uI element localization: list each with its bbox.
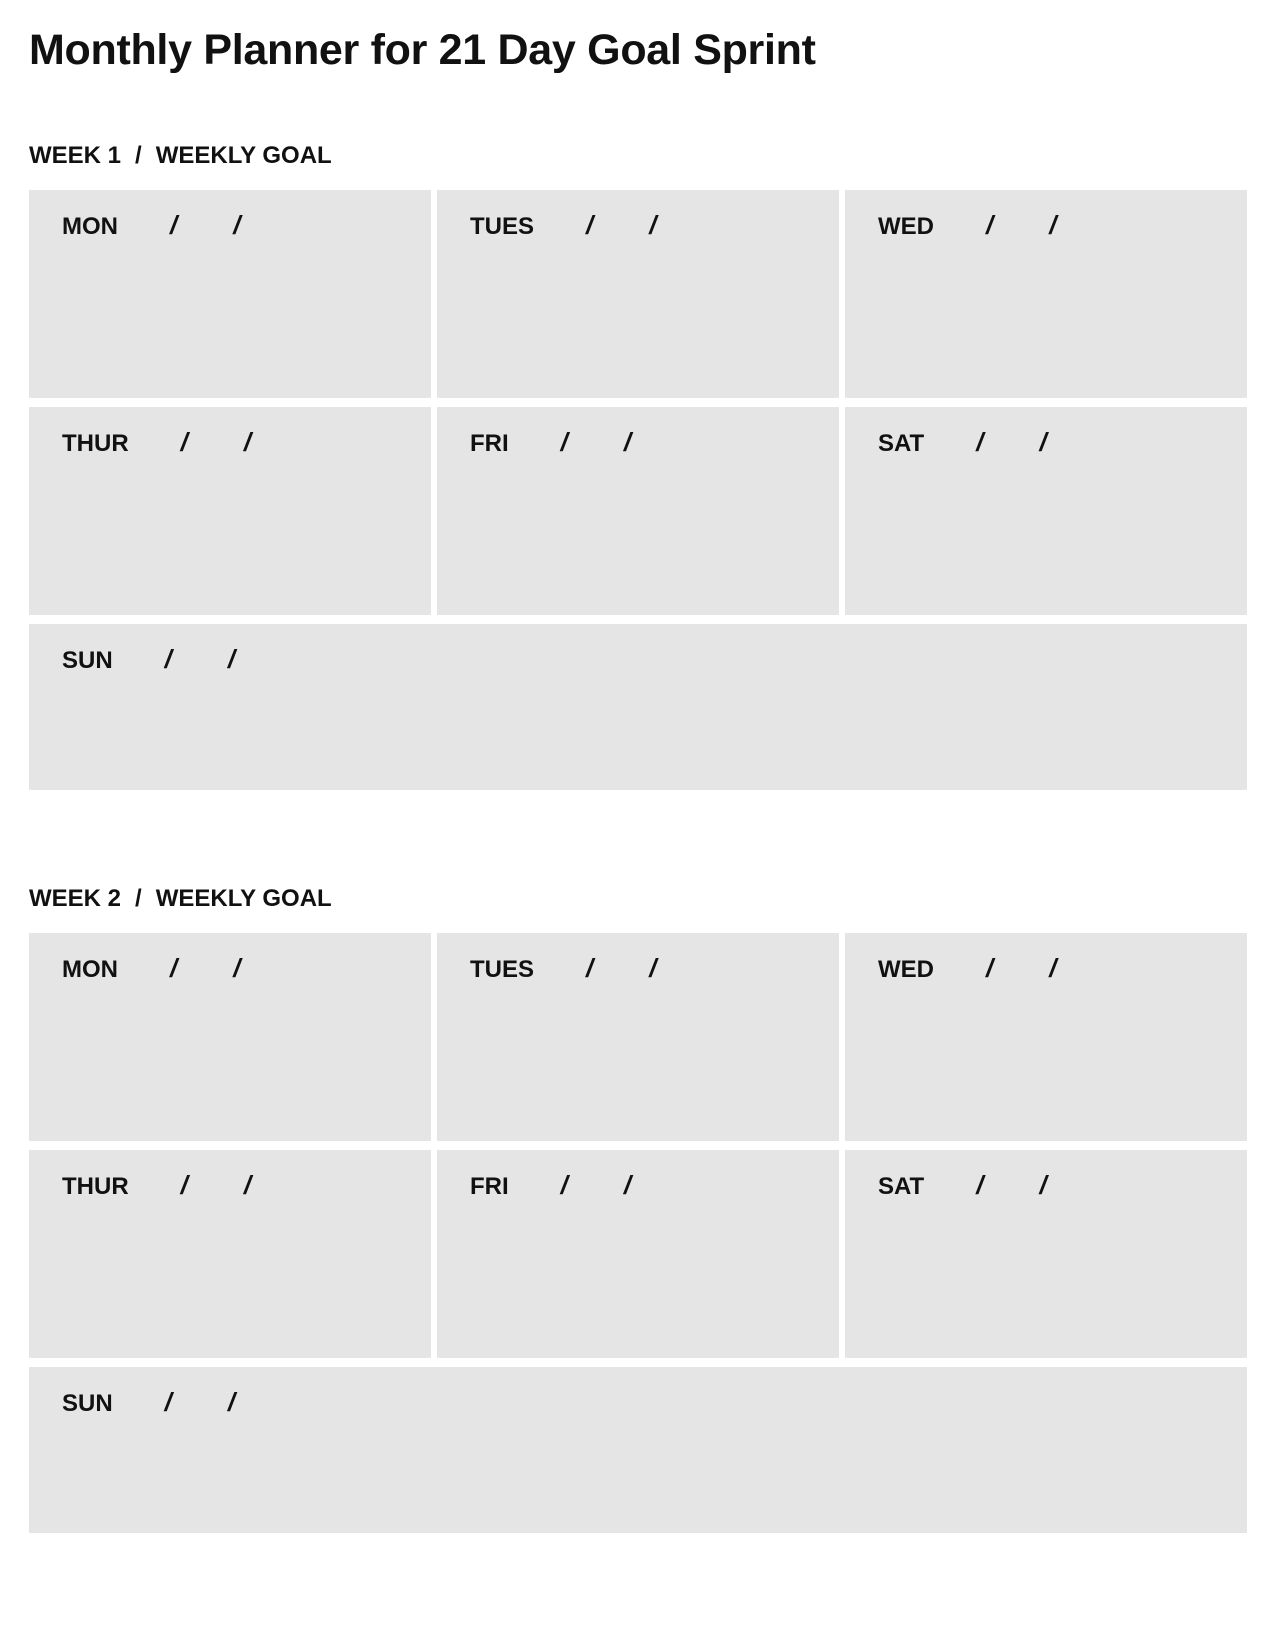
date-slash: / bbox=[560, 427, 568, 457]
week-1-day-wed[interactable] bbox=[845, 190, 1247, 398]
week-2-day-sun[interactable] bbox=[29, 1367, 1247, 1533]
date-slash: / bbox=[164, 644, 172, 674]
date-slash: / bbox=[986, 953, 994, 983]
week-1-section bbox=[29, 138, 1247, 674]
day-label: SUN bbox=[62, 647, 113, 674]
day-label: FRI bbox=[470, 1173, 509, 1200]
date-slash: / bbox=[560, 1170, 568, 1200]
week-2-separator: / bbox=[135, 885, 142, 912]
week-2-label: WEEK 2 bbox=[29, 885, 122, 912]
week-2-heading bbox=[29, 881, 1247, 917]
date-slash: / bbox=[986, 210, 994, 240]
day-label: FRI bbox=[470, 430, 509, 457]
date-slash: / bbox=[623, 427, 632, 457]
day-label: THUR bbox=[62, 430, 129, 457]
week-1-day-tues[interactable] bbox=[437, 190, 839, 398]
date-slash: / bbox=[180, 427, 188, 457]
date-slash: / bbox=[227, 1387, 236, 1417]
date-slash: / bbox=[164, 1387, 172, 1417]
week-1-label: WEEK 1 bbox=[29, 142, 122, 169]
day-label: TUES bbox=[470, 956, 535, 983]
date-slash: / bbox=[180, 1170, 188, 1200]
date-slash: / bbox=[649, 953, 657, 983]
day-label: SUN bbox=[62, 1390, 113, 1417]
day-label: THUR bbox=[62, 1173, 129, 1200]
day-label: MON bbox=[62, 956, 118, 983]
date-slash: / bbox=[1039, 427, 1047, 457]
day-label: WED bbox=[878, 213, 934, 240]
date-slash: / bbox=[623, 1170, 632, 1200]
date-slash: / bbox=[1049, 953, 1057, 983]
date-slash: / bbox=[243, 427, 252, 457]
date-slash: / bbox=[976, 1170, 984, 1200]
day-label: TUES bbox=[470, 213, 535, 240]
date-slash: / bbox=[227, 644, 236, 674]
week-2-day-thur[interactable] bbox=[29, 1150, 431, 1358]
date-slash: / bbox=[586, 210, 594, 240]
day-label: SAT bbox=[878, 1173, 925, 1200]
week-1-heading bbox=[29, 138, 1247, 174]
week-2-day-sat[interactable] bbox=[845, 1150, 1247, 1358]
date-slash: / bbox=[649, 210, 657, 240]
week-1-day-sat[interactable] bbox=[845, 407, 1247, 615]
date-slash: / bbox=[233, 953, 241, 983]
date-slash: / bbox=[170, 953, 178, 983]
week-1-day-thur[interactable] bbox=[29, 407, 431, 615]
date-slash: / bbox=[1039, 1170, 1047, 1200]
week-1-day-mon[interactable] bbox=[29, 190, 431, 398]
day-label: SAT bbox=[878, 430, 925, 457]
week-2-day-mon[interactable] bbox=[29, 933, 431, 1141]
week-1-day-sun[interactable] bbox=[29, 624, 1247, 790]
week-2-day-tues[interactable] bbox=[437, 933, 839, 1141]
day-label: WED bbox=[878, 956, 934, 983]
week-2-goal-label: WEEKLY GOAL bbox=[155, 885, 332, 912]
week-1-separator: / bbox=[135, 142, 142, 169]
week-1-goal-label: WEEKLY GOAL bbox=[155, 142, 332, 169]
date-slash: / bbox=[233, 210, 241, 240]
week-2-section bbox=[29, 881, 1247, 1417]
week-2-day-wed[interactable] bbox=[845, 933, 1247, 1141]
date-slash: / bbox=[1049, 210, 1057, 240]
week-2-day-fri[interactable] bbox=[437, 1150, 839, 1358]
date-slash: / bbox=[976, 427, 984, 457]
week-1-day-fri[interactable] bbox=[437, 407, 839, 615]
date-slash: / bbox=[243, 1170, 252, 1200]
date-slash: / bbox=[586, 953, 594, 983]
date-slash: / bbox=[170, 210, 178, 240]
page-title: Monthly Planner for 21 Day Goal Sprint bbox=[29, 26, 816, 74]
day-label: MON bbox=[62, 213, 118, 240]
